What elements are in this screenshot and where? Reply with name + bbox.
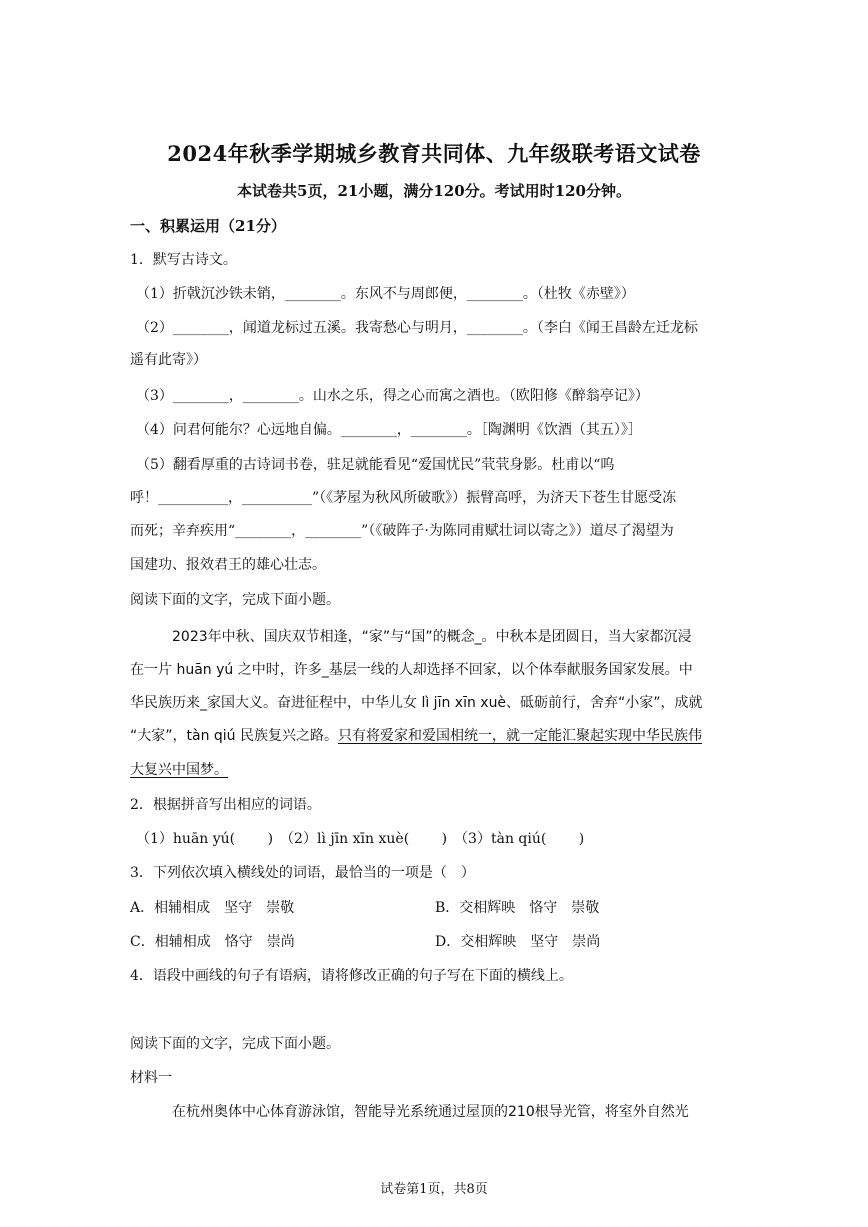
option-c: C．相辅相成 恪守 崇尚 (130, 934, 295, 950)
option-a: A．相辅相成 坚守 崇敬 (130, 900, 295, 916)
page-footer: 试卷第1页，共8页 (380, 1182, 488, 1197)
reading-1-line-4-text: “大家”，tàn qiú 民族复兴之路。 (130, 728, 338, 744)
question-1-part-2: （2）________，闻道龙标过五溪。我寄愁心与明月，________。（李白《闻王昌龄左迁龙标 (136, 320, 698, 336)
reading-1-line-4 (130, 726, 702, 746)
question-1-part-5-line-3: 而死；辛弃疾用“________，________”（《破阵子·为陈同甫赋壮词以寄之》）道尽了渴望为 (130, 523, 674, 539)
question-2-stem: 2．根据拼音写出相应的词语。 (130, 797, 321, 813)
question-1-part-4: （4）问君何能尔？心远地自偏。________，________。［陶渊明《饮酒（其五）》］ (136, 422, 642, 438)
question-1-stem: 1．默写古诗文。 (130, 252, 237, 268)
question-1-part-2-cont: 遥有此寄》） (130, 352, 207, 368)
question-2-items: （1）huān yú( ) （2）lì jīn xīn xuè( ) （3）tàn qiú( ) (136, 831, 585, 847)
reading-2-intro: 阅读下面的文字，完成下面小题。 (130, 1036, 340, 1052)
question-1-part-5-line-4: 国建功、报效君王的雄心壮志。 (130, 557, 326, 573)
reading-1-line-1: 2023年中秋、国庆双节相逢，“家”与“国”的概念_。中秋本是团圆日，当大家都沉浸 (172, 629, 692, 645)
question-1-part-3: （3）________，________。山水之乐，得之心而寓之酒也。（欧阳修《醉翁亭记》） (136, 388, 649, 404)
page-subtitle: 本试卷共5页，21小题，满分120分。考试用时120分钟。 (237, 182, 631, 200)
page-title: 2024年秋季学期城乡教育共同体、九年级联考语文试卷 (167, 141, 701, 166)
reading-1-intro: 阅读下面的文字，完成下面小题。 (130, 592, 340, 608)
section-heading: 一、积累运用（21分） (130, 217, 286, 235)
question-1-part-1: （1）折戟沉沙铁未销，________。东风不与周郎便，________。（杜牧《赤壁》） (136, 286, 635, 302)
underlined-sentence-cont: 大复兴中国梦。 (130, 762, 228, 778)
material-label: 材料一 (130, 1070, 172, 1086)
material-1-line-1: 在杭州奥体中心体育游泳馆，智能导光系统通过屋顶的210根导光管，将室外自然光 (172, 1104, 689, 1120)
question-4-stem: 4．语段中画线的句子有语病，请将修改正确的句子写在下面的横线上。 (130, 968, 573, 984)
option-b: B．交相辉映 恪守 崇敬 (435, 900, 600, 916)
question-1-part-5: （5）翻看厚重的古诗词书卷，驻足就能看见“爱国忧民”茕茕身影。杜甫以“呜 (136, 457, 615, 473)
underlined-sentence: 只有将爱家和爱国相统一，就一定能汇聚起实现中华民族伟 (338, 728, 702, 744)
question-3-stem: 3．下列依次填入横线处的词语，最恰当的一项是（ ） (130, 865, 475, 881)
reading-1-line-2: 在一片 huān yú 之中时，许多_基层一线的人却选择不回家，以个体奉献服务国家发展。中 (130, 662, 693, 678)
question-1-part-5-line-2: 呼！__________，__________”（《茅屋为秋风所破歌》）振臂高呼，为济天下苍生甘愿受冻 (130, 490, 677, 506)
option-d: D．交相辉映 坚守 崇尚 (435, 934, 601, 950)
reading-1-line-3: 华民族历来_家国大义。奋进征程中，中华儿女 lì jīn xīn xuè、砥砺前行，舍弃“小家”，成就 (130, 695, 703, 711)
